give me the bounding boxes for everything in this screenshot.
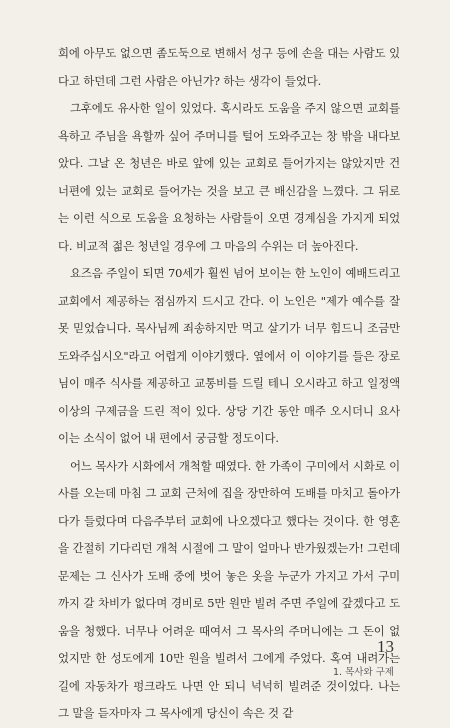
paragraph-3: 요즈음 주일이 되면 70세가 훨씬 넘어 보이는 한 노인이 예배드리고 교회에서 제공하는 점심까지 드시고 간다. 이 노인은 "제가 예수를 잘 못 믿었습니다. 목사님께 죄송하지만 먹고 살기가 너무 힘드니 조금만 도와주십시오"라고 어렵게 이야기했다. 옆에서 이 이야기를 들은 장로님이 매주 식사를 제공하고 교통비를 드릴 테니 오시라고 하고 일정액 이상의 구제금을 드린 적이 있다. 상당 기간 동안 매주 오시더니 요사이는 소식이 없어 내 편에서 궁금할 정도이다. [58, 266, 400, 445]
running-head: 1. 목사와 구제 [333, 667, 394, 678]
paragraph-2: 그후에도 유사한 일이 있었다. 혹시라도 도움을 주지 않으면 교회를 욕하고 주님을 욕할까 싶어 주머니를 털어 도와주고는 창 밖을 내다보았다. 그날 온 청년은 바로 앞에 있는 교회로 들어가지는 않았지만 건너편에 있는 교회로 들어가는 것을 보고 큰 배신감을 느꼈다. 그 뒤로는 이런 식으로 도움을 요청하는 사람들이 오면 경계심을 가지게 되었다. 비교적 젊은 청년일 경우에 그 마음의 수위는 더 높아진다. [58, 101, 400, 253]
body-text [58, 40, 400, 728]
paragraph-4: 어느 목사가 시화에서 개척할 때였다. 한 가족이 구미에서 시화로 이사를 오는데 마침 그 교회 근처에 집을 장만하여 도배를 마치고 돌아가다가 들렀다며 다음주부터 교회에 나오겠다고 했다는 것이다. 한 영혼을 간절히 기다리던 개척 시절에 그 말이 얼마나 반가웠겠는가! 그런데 문제는 그 신사가 도배 중에 벗어 놓은 옷을 누군가 가지고 가서 구미까지 갈 차비가 없다며 경비로 5만 원만 빌려 주면 주일에 갚겠다고 도움을 청했다. 너무나 어려운 때여서 그 목사의 주머니에는 그 돈이 없었지만 한 성도에게 10만 원을 빌려서 그에게 주었다. 혹여 내려가는 길에 자동차가 펑크라도 나면 안 되니 넉넉히 빌려준 것이었다. 나는 그 말을 듣자마자 그 목사에게 당신이 속은 것 같 [58, 458, 400, 720]
page-number: 13 [377, 637, 394, 656]
paragraph-1: 희에 아무도 없으면 좀도둑으로 변해서 성구 등에 손을 대는 사람도 있다고 하던데 그런 사람은 아닌가? 하는 생각이 들었다. [58, 46, 400, 88]
